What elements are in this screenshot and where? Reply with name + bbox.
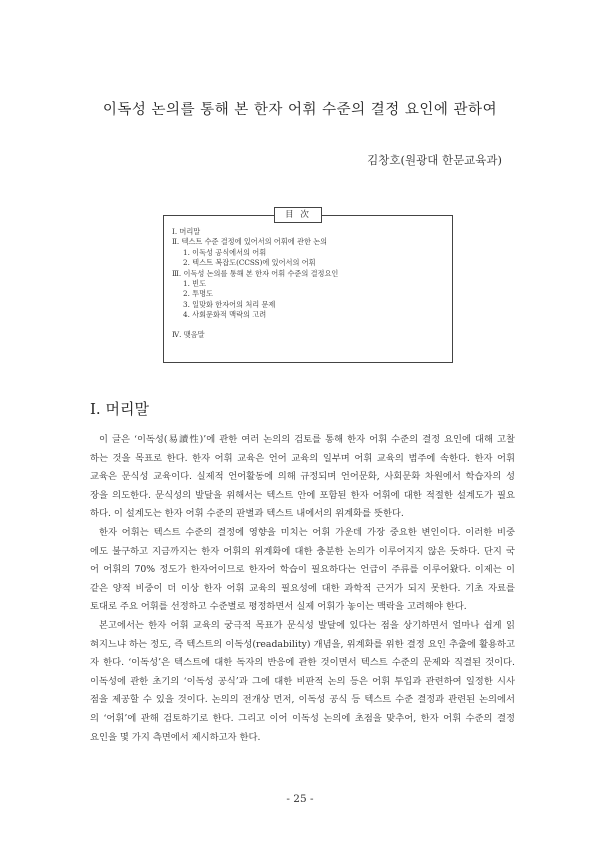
toc-item: 1. 이독성 공식에서의 어휘 (183, 247, 267, 257)
paragraph-line: 어 어휘의 70% 정도가 한자어이므로 한자어 학습이 필요하다는 언급이 주류를 이루어왔다. 이제는 이 (90, 564, 515, 576)
toc-item: 2. 투명도 (183, 289, 213, 299)
paragraph-line: 혀지느냐 하는 정도, 즉 텍스트의 이독성(readability) 개념을, 위계화를 위한 결정 요인 추출에 활용하고 (90, 638, 515, 650)
toc-item: 2. 텍스트 복잡도(CCSS)에 있어서의 어휘 (183, 258, 316, 268)
author-affiliation: 김창호(원광대 한문교육과) (367, 153, 502, 167)
toc-heading: 目 次 (274, 207, 322, 223)
toc-item: 3. 일맞화 한자어의 처리 문제 (183, 299, 276, 309)
paragraph-line: 하다. 이 설계도는 한자 어휘 수준의 판별과 텍스트 내에서의 위계화를 뜻한다. (90, 508, 404, 520)
page-number: - 25 - (286, 793, 314, 805)
paragraph-line: 교육은 문식성 교육이다. 실제적 언어활동에 의해 규정되며 언어문화, 사회문화 차원에서 학습자의 성 (90, 471, 515, 483)
paragraph-line: 요인을 몇 가지 측면에서 제시하고자 한다. (90, 731, 261, 743)
paragraph-line: 장을 의도한다. 문식성의 발달을 위해서는 텍스트 안에 포함된 한자 어휘에 대한 적절한 설계도가 필요 (90, 489, 515, 501)
toc-item: Ⅳ. 맺음말 (172, 329, 205, 339)
paragraph (90, 431, 515, 524)
toc-item: Ⅲ. 이독성 논의를 통해 본 한자 어휘 수준의 결정요인 (172, 268, 339, 278)
toc-item: 4. 사회문화적 맥락의 고려 (183, 310, 267, 320)
table-of-contents (163, 210, 453, 363)
paragraph-line: 의 ‘어휘’에 관해 검토하기로 한다. 그리고 이어 이독성 논의에 초점을 맞추어, 한자 어휘 수준의 결정 (90, 712, 515, 724)
paragraph-line: 이 글은 ‘이독성(易讀性)’에 관한 여러 논의의 검토를 통해 한자 어휘 수준의 결정 요인에 대해 고찰 (99, 434, 515, 445)
paragraph-line: 같은 양적 비중이 더 이상 한자 어휘 교육의 필요성에 대한 과학적 근거가 되지 못한다. 기초 자료를 (90, 582, 515, 594)
paragraph-line: 자 한다. ‘이독성’은 텍스트에 대한 독자의 반응에 관한 것이면서 텍스트 수준의 문제와 직결된 것이다. (90, 657, 515, 669)
paragraph (90, 524, 515, 617)
toc-item: Ⅱ. 텍스트 수준 결정에 있어서의 어휘에 관한 논의 (172, 237, 328, 247)
toc-item: 1. 빈도 (183, 279, 207, 289)
toc-item: Ⅰ. 머리말 (172, 227, 201, 236)
paragraph (90, 617, 515, 747)
section-heading: Ⅰ. 머리말 (90, 400, 149, 418)
paper-title: 이독성 논의를 통해 본 한자 어휘 수준의 결정 요인에 관하여 (102, 102, 498, 118)
paragraph-line: 하는 것을 목표로 한다. 한자 어휘 교육은 언어 교육의 일부며 어휘 교육의 범주에 속한다. 한자 어휘 (90, 452, 515, 464)
paragraph-line: 본고에서는 한자 어휘 교육의 궁극적 목표가 문식성 발달에 있다는 점을 상기하면서 얼마나 쉽게 읽 (99, 619, 515, 631)
paragraph-line: 점을 제공할 수 있을 것이다. 논의의 전개상 먼저, 이독성 공식 등 텍스트 수준 결정과 관련된 논의에서 (90, 694, 515, 706)
paragraph-line: 한자 어휘는 텍스트 수준의 결정에 영향을 미치는 어휘 가운데 가장 중요한 변인이다. 이러한 비중 (99, 526, 515, 538)
toc-list (172, 227, 446, 340)
paragraph-line: 이독성에 관한 초기의 ‘이독성 공식’과 그에 대한 비판적 논의 등은 어휘 투입과 관련하여 일정한 시사 (90, 675, 515, 687)
paragraph-line: 토대로 주요 어휘를 선정하고 수준별로 평정하면서 실제 어휘가 놓이는 맥락을 고려해야 한다. (90, 601, 467, 613)
paragraph-line: 에도 불구하고 지금까지는 한자 어휘의 위계화에 대한 충분한 논의가 이루어지지 않은 듯하다. 단지 국 (90, 545, 515, 557)
body-text (90, 431, 515, 747)
